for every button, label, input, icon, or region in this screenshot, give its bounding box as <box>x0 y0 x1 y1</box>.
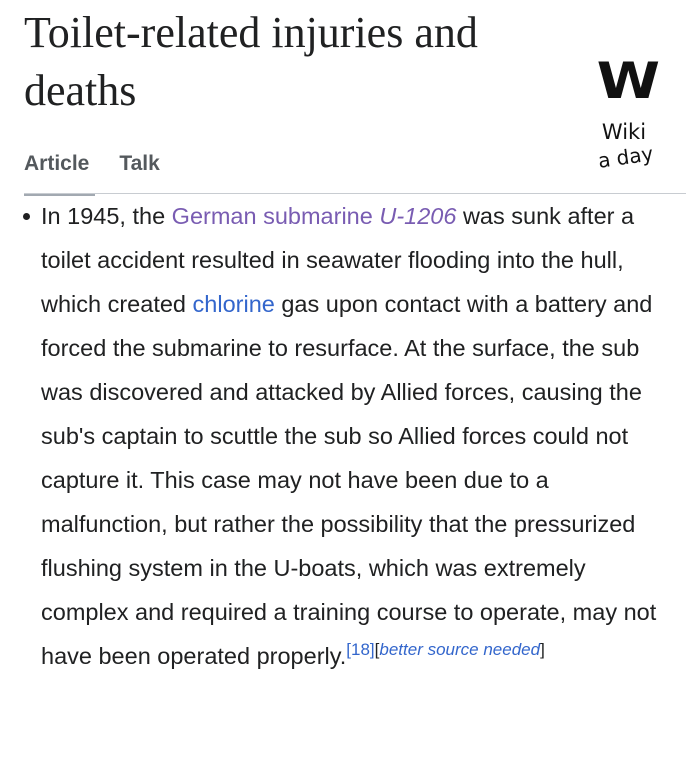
better-source-needed-link[interactable] <box>379 640 540 659</box>
logo-wiki-text: Wiki <box>601 120 647 144</box>
wiki-a-day-logo <box>580 56 670 176</box>
reference-18-link[interactable]: [18] <box>346 640 375 659</box>
page-tabs <box>24 144 184 194</box>
link-text-german-submarine: German submarine <box>171 203 380 229</box>
article-content <box>24 194 664 678</box>
link-text-u1206: U-1206 <box>379 203 457 229</box>
tab-article[interactable]: Article <box>24 144 95 196</box>
paragraph-text-3: gas upon contact with a battery and forced the submarine to resurface. At the surface, the sub was discovered and attacked by Allied forces, causing the sub's captain to scuttle the sub so Allied forces could not capture it. This case may not have been due to a malfunction, but rather the possibility that the pressurized flushing system in the U-boats, which was extremely complex and required a training course to operate, may not have been operated properly. <box>41 291 657 669</box>
bullet-list <box>24 194 664 678</box>
better-source-needed-text: better source needed <box>379 640 541 659</box>
paragraph-text-2: was sunk after a toilet accident resulted in seawater flooding into the hull, which created <box>41 203 635 317</box>
bullet-icon <box>23 213 30 220</box>
bracket-close: ] <box>540 640 545 659</box>
list-item <box>24 194 664 678</box>
logo-w-letter: W <box>596 56 656 111</box>
tab-talk[interactable]: Talk <box>119 152 160 175</box>
chlorine-link[interactable]: chlorine <box>192 291 275 317</box>
logo-a-day-text: a day <box>596 141 655 173</box>
page-title: Toilet-related injuries and deaths <box>24 8 478 115</box>
citation-group <box>346 640 545 659</box>
bracket-open: [ <box>374 640 380 659</box>
paragraph-text-1: In 1945, the <box>41 203 172 229</box>
german-submarine-u1206-link[interactable] <box>172 203 457 229</box>
